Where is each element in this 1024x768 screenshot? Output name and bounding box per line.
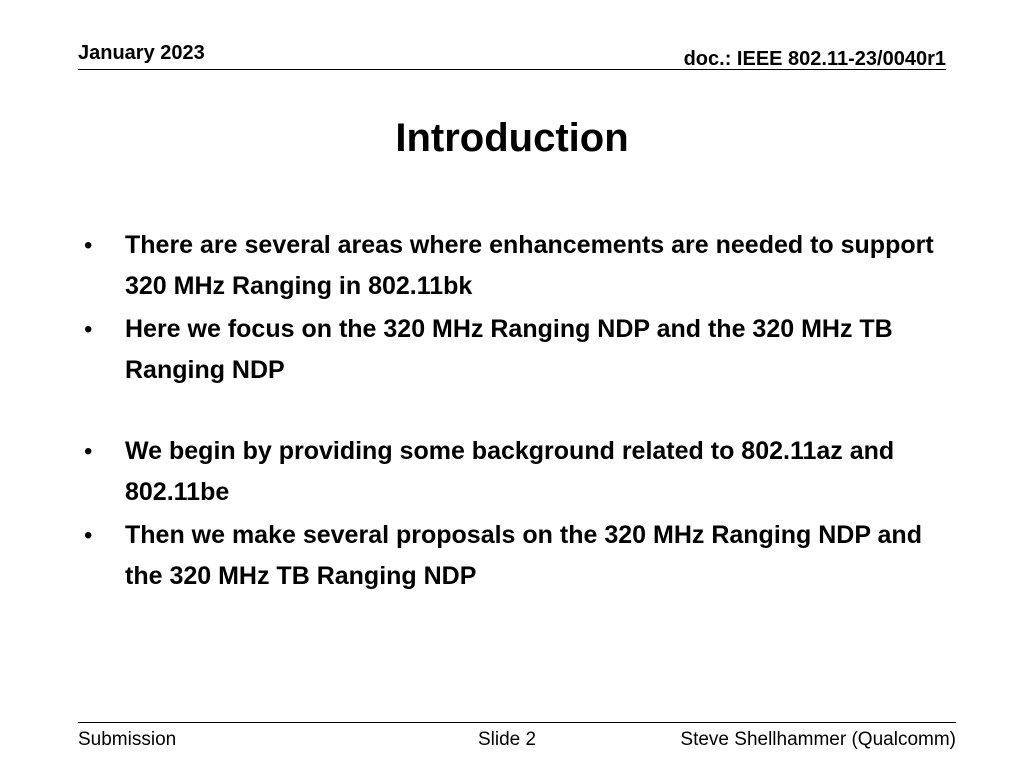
slide-number: Slide 2 [478,729,537,750]
bullet-icon: • [84,232,93,259]
footer-submission: Submission [78,729,177,750]
bullet-text: Then we make several proposals on the 320 MHz Ranging NDP and the 320 MHz TB Ranging NDP [125,521,922,590]
footer-author: Steve Shellhammer (Qualcomm) [680,729,956,750]
bullet-icon: • [84,316,93,343]
bullet-item [78,309,958,391]
bullet-item [78,431,958,513]
bullet-list [78,225,958,599]
bullet-item [78,225,958,307]
bullet-item [78,515,958,597]
bullet-icon: • [84,522,93,549]
bullet-text: Here we focus on the 320 MHz Ranging NDP and the 320 MHz TB Ranging NDP [125,315,893,384]
document-id: doc.: IEEE 802.11-23/0040r1 [683,48,946,70]
footer-divider [78,722,956,723]
bullet-text: There are several areas where enhancements are needed to support 320 MHz Ranging in 802.11bk [125,231,934,300]
header-divider [78,69,946,70]
header-date: January 2023 [78,42,205,64]
bullet-text: We begin by providing some background related to 802.11az and 802.11be [125,437,895,506]
bullet-icon: • [84,438,93,465]
slide-title: Introduction [395,116,629,160]
